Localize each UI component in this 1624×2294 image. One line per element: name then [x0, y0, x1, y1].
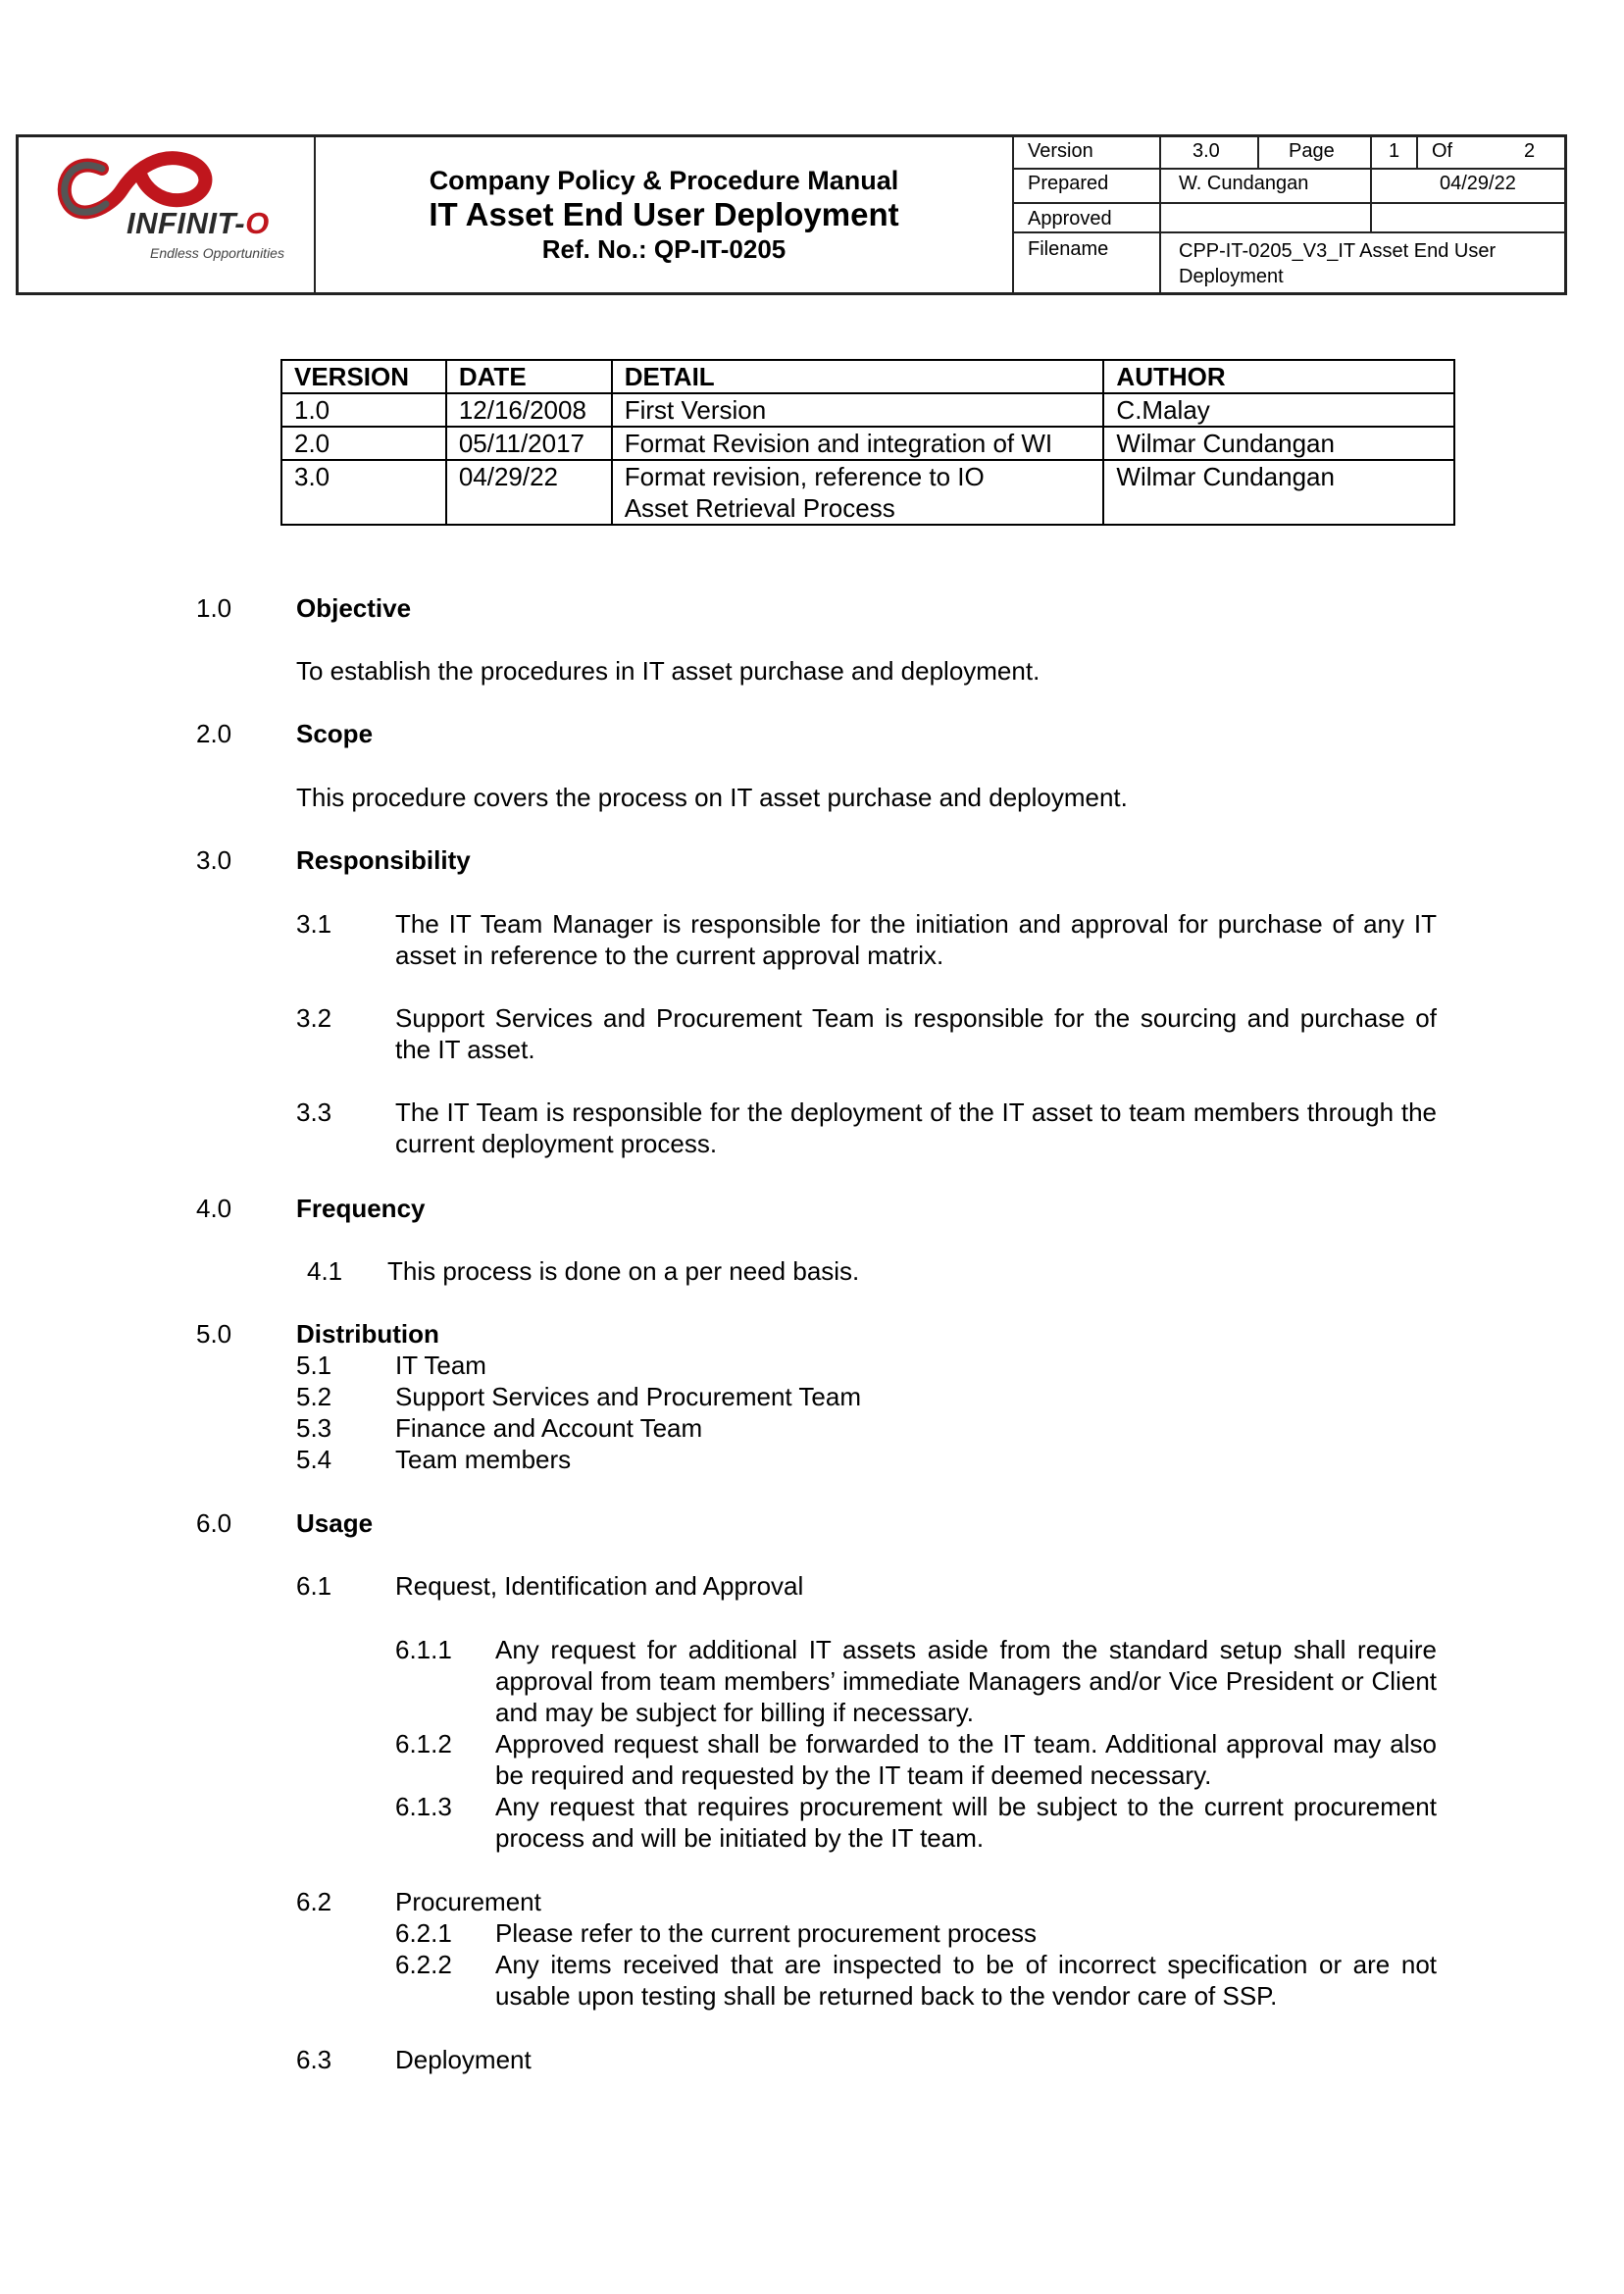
responsibility-item: The IT Team is responsible for the deployment of the IT asset to team members through the current deployment process.: [395, 1097, 1437, 1158]
section-heading-objective: Objective: [296, 593, 412, 623]
item-number: 3.3: [296, 1097, 332, 1127]
item-number: 6.2.2: [395, 1950, 452, 1979]
item-number: 6.2.1: [395, 1918, 452, 1948]
item-number: 6.2: [296, 1887, 332, 1916]
column-header: DETAIL: [612, 360, 1104, 393]
section-heading-distribution: Distribution: [296, 1319, 439, 1349]
document-header: [16, 134, 1567, 295]
author-cell: Wilmar Cundangan: [1103, 460, 1454, 525]
document-meta-table: [1014, 137, 1564, 292]
item-number: 6.1.1: [395, 1635, 452, 1664]
objective-text: To establish the procedures in IT asset purchase and deployment.: [296, 656, 1040, 686]
responsibility-item: Support Services and Procurement Team is responsible for the sourcing and purchase of the IT asset.: [395, 1003, 1437, 1064]
reference-number: Ref. No.: QP-IT-0205: [541, 234, 787, 264]
section-heading-frequency: Frequency: [296, 1194, 426, 1223]
table-row: [281, 427, 1454, 460]
item-number: 6.1.2: [395, 1729, 452, 1759]
distribution-item: Finance and Account Team: [395, 1413, 703, 1443]
section-heading-usage: Usage: [296, 1508, 374, 1538]
item-number: 5.4: [296, 1445, 332, 1474]
author-cell: C.Malay: [1103, 393, 1454, 427]
usage-item: Any request for additional IT assets aside from the standard setup shall require approval from team members’ immediate Managers and/or Vice President or Client and may be subject for billing if necessary.: [495, 1635, 1437, 1727]
subsection-title: Deployment: [395, 2045, 532, 2074]
item-number: 3.1: [296, 909, 332, 939]
section-number: 3.0: [196, 845, 232, 875]
section-heading-responsibility: Responsibility: [296, 845, 471, 875]
version-cell: 1.0: [281, 393, 446, 427]
version-label: Version: [1028, 140, 1093, 162]
version-history-table: [280, 359, 1455, 526]
prepared-date: 04/29/22: [1440, 173, 1516, 194]
detail-cell: Format revision, reference to IO Asset Retrieval Process: [612, 460, 1104, 525]
manual-title: Company Policy & Procedure Manual: [429, 166, 899, 195]
distribution-item: IT Team: [395, 1351, 486, 1380]
scope-text: This procedure covers the process on IT asset purchase and deployment.: [296, 783, 1128, 812]
section-number: 6.0: [196, 1508, 232, 1538]
prepared-label: Prepared: [1028, 173, 1109, 194]
of-label: Of: [1432, 140, 1453, 162]
procurement-item: Any items received that are inspected to be of incorrect specification or are not usable upon testing shall be returned back to the vendor care of SSP.: [495, 1950, 1437, 2011]
item-number: 4.1: [307, 1256, 343, 1286]
usage-item: Any request that requires procurement will be subject to the current procurement process and will be initiated by the IT team.: [495, 1792, 1437, 1853]
item-number: 3.2: [296, 1003, 332, 1033]
version-cell: 2.0: [281, 427, 446, 460]
column-header: DATE: [446, 360, 612, 393]
approved-label: Approved: [1028, 208, 1112, 229]
document-title: IT Asset End User Deployment: [429, 196, 899, 232]
item-number: 5.1: [296, 1351, 332, 1380]
responsibility-item: The IT Team Manager is responsible for the initiation and approval for purchase of any IT asset in reference to the current approval matrix.: [395, 909, 1437, 970]
version-cell: 3.0: [281, 460, 446, 525]
detail-cell: First Version: [612, 393, 1104, 427]
usage-item: Approved request shall be forwarded to the IT team. Additional approval may also be required and requested by the IT team if deemed necessary.: [495, 1729, 1437, 1790]
date-cell: 05/11/2017: [446, 427, 612, 460]
item-number: 6.1: [296, 1571, 332, 1601]
author-cell: Wilmar Cundangan: [1103, 427, 1454, 460]
item-number: 6.3: [296, 2045, 332, 2074]
item-number: 5.2: [296, 1382, 332, 1411]
section-number: 5.0: [196, 1319, 232, 1349]
of-value: 2: [1524, 140, 1536, 162]
prepared-by: W. Cundangan: [1179, 173, 1309, 194]
logo-wordmark: INFINIT-O: [127, 206, 270, 240]
distribution-item: Team members: [395, 1445, 572, 1474]
title-cell: [316, 137, 1014, 292]
detail-cell: Format Revision and integration of WI: [612, 427, 1104, 460]
filename-label: Filename: [1028, 238, 1109, 260]
section-heading-scope: Scope: [296, 719, 374, 748]
column-header: VERSION: [281, 360, 446, 393]
section-number: 2.0: [196, 719, 232, 748]
frequency-text: This process is done on a per need basis.: [387, 1256, 860, 1286]
version-value: 3.0: [1193, 140, 1220, 162]
table-header-row: [281, 360, 1454, 393]
item-number: 5.3: [296, 1413, 332, 1443]
item-number: 6.1.3: [395, 1792, 452, 1821]
logo-tagline: Endless Opportunities: [150, 245, 284, 261]
page-value: 1: [1389, 140, 1400, 162]
date-cell: 12/16/2008: [446, 393, 612, 427]
filename-value: CPP-IT-0205_V3_IT Asset End User Deployment: [1179, 240, 1497, 287]
section-number: 1.0: [196, 593, 232, 623]
section-number: 4.0: [196, 1194, 232, 1223]
logo-cell: [19, 137, 316, 292]
page-label: Page: [1289, 140, 1335, 162]
date-cell: 04/29/22: [446, 460, 612, 525]
table-row: [281, 460, 1454, 525]
subsection-title: Procurement: [395, 1887, 541, 1916]
column-header: AUTHOR: [1103, 360, 1454, 393]
procurement-item: Please refer to the current procurement process: [495, 1918, 1038, 1948]
subsection-title: Request, Identification and Approval: [395, 1571, 804, 1601]
distribution-item: Support Services and Procurement Team: [395, 1382, 861, 1411]
table-row: [281, 393, 1454, 427]
